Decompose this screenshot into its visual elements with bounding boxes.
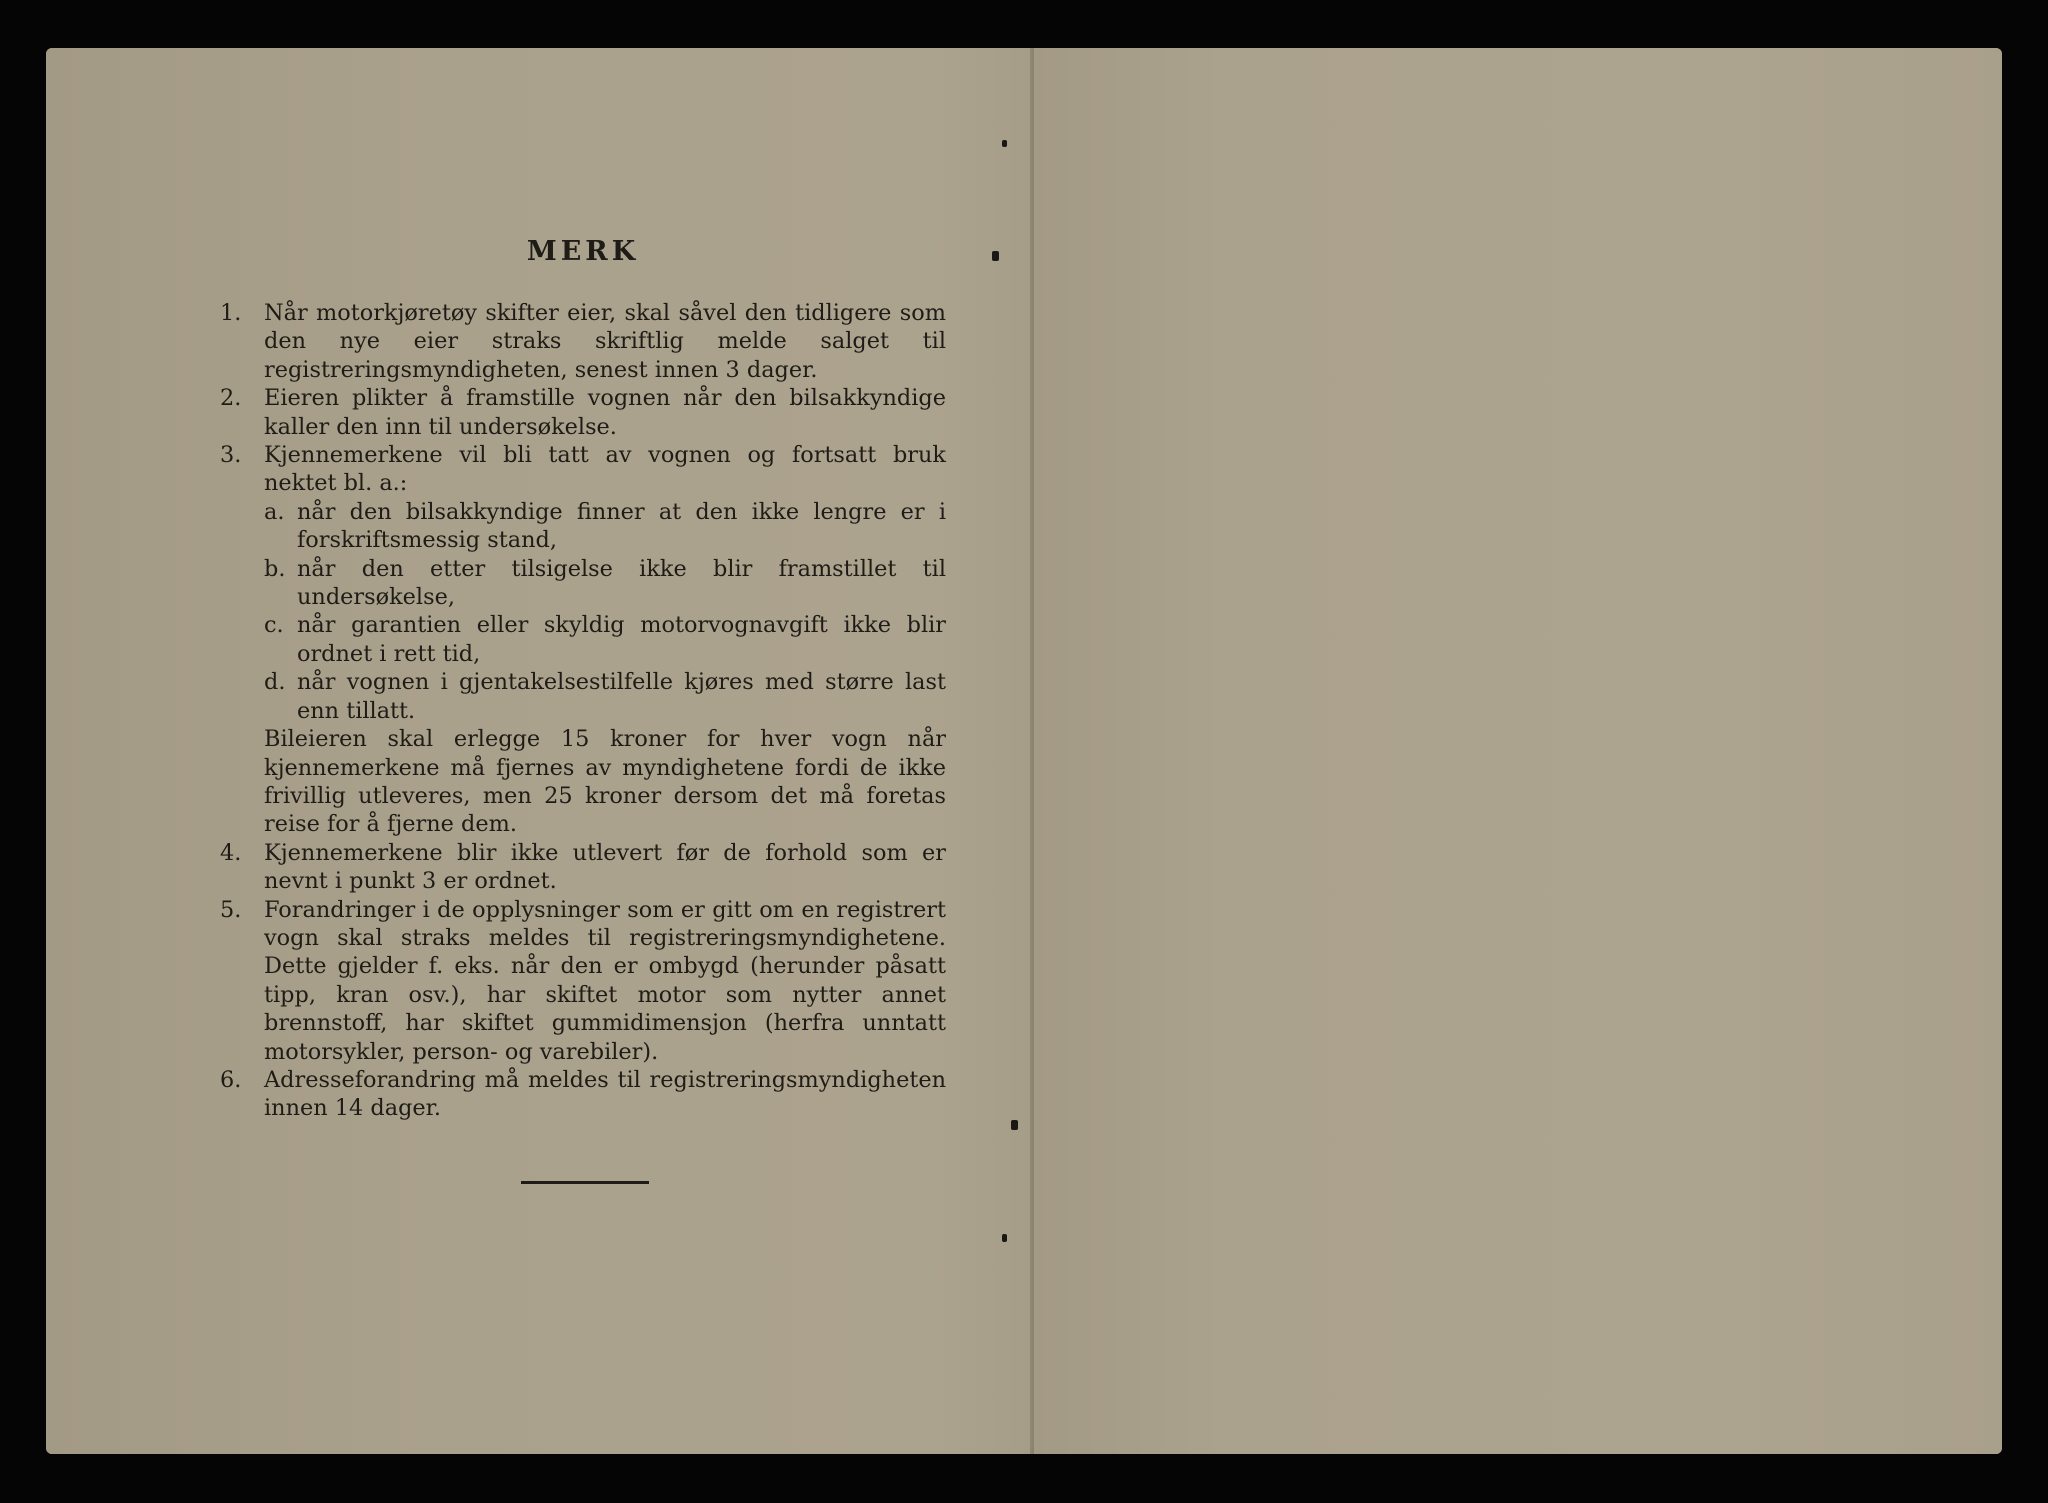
notice-item-6 [220,1066,946,1123]
subitem-c [264,611,946,668]
item-text: Forandringer i de opplysninger som er gitt om en registrert vogn skal straks meldes til registreringsmyndighetene. Dette gjelder f. eks. når den er ombygd (herunder påsatt tipp, kran osv.), har skiftet motor som nytter annet brennstoff, har skiftet gummidimensjon (herfra unntatt motorsykler, person- og varebiler). [264,896,946,1065]
subitem-letter: b. [264,555,286,582]
subitem-text: når den etter tilsigelse ikke blir framstillet til undersøkelse, [297,555,946,611]
staple-mark-top [992,251,999,261]
item-text: Kjennemerkene blir ikke utlevert før de forhold som er nevnt i punkt 3 er ordnet. [264,839,946,895]
item-number: 6. [220,1066,242,1093]
notice-item-4 [220,839,946,896]
item-number: 3. [220,442,242,469]
subitem-a [264,498,946,555]
item-text: Adresseforandring må meldes til registreringsmyndigheten innen 14 dager. [264,1066,946,1122]
item-text: Kjennemerkene vil bli tatt av vognen og fortsatt bruk nektet bl. a.: [264,442,946,497]
staple-hole-2 [1002,1234,1007,1242]
closing-rule [521,1181,649,1184]
subitem-letter: d. [264,669,286,696]
notice-content [220,236,946,1184]
booklet-spread [46,48,2002,1454]
item-number: 2. [220,385,242,412]
item-number: 4. [220,839,242,866]
subitem-b [264,555,946,612]
staple-mark-bottom [1011,1120,1018,1130]
subitem-text: når garantien eller skyldig motorvognavgift ikke blir ordnet i rett tid, [297,612,946,667]
subitem-d [264,668,946,725]
notice-item-5 [220,896,946,1066]
notice-item-1 [220,299,946,384]
item-text: Når motorkjøretøy skifter eier, skal såvel den tidligere som den nye eier straks skriftlig melde salget til registreringsmyndigheten, senest innen 3 dager. [264,300,946,383]
item-text: Eieren plikter å framstille vognen når den bilsakkyndige kaller den inn til undersøkelse. [264,385,946,440]
subitem-text: når den bilsakkyndige finner at den ikke lengre er i forskriftsmessig stand, [297,498,946,554]
page-title: MERK [526,236,640,267]
subitem-letter: a. [264,498,285,525]
notice-list [220,299,946,1123]
subitem-text: når vognen i gjentakelsestilfelle kjøres med større last enn tillatt. [297,669,946,724]
item-number: 5. [220,896,242,923]
subitem-letter: c. [264,612,284,639]
fee-note: Bileieren skal erlegge 15 kroner for hver vogn når kjennemerkene må fjernes av myndighetene fordi de ikke frivillig utleveres, men 25 kroner dersom det må foretas reise for å fjerne dem. [264,726,946,838]
notice-item-2 [220,384,946,441]
staple-hole-1 [1002,140,1007,147]
notice-item-3 [220,441,946,839]
right-page-blank [1034,48,2002,1454]
item-number: 1. [220,300,242,326]
left-page [46,48,1032,1454]
